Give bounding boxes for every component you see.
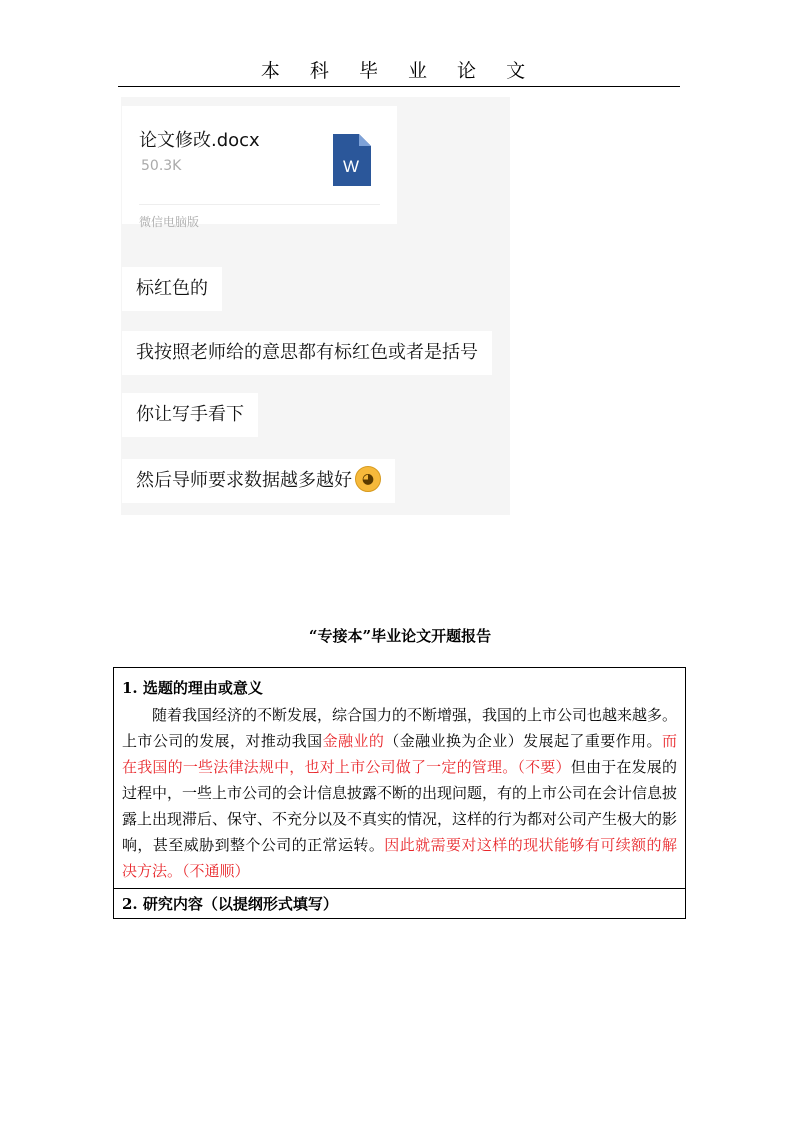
file-card-divider (139, 204, 380, 205)
file-source: 微信电脑版 (139, 215, 200, 229)
annotated-text: 金融业的 (322, 732, 385, 750)
page-header: 本 科 毕 业 论 文 (118, 56, 680, 87)
annotated-text: 因此就需要对这样的现状能够有可续额的解决方法。（不通顺） (122, 836, 677, 880)
message-bubble (122, 267, 222, 311)
text-segment: （金融业换为企业）发展起了重要作用。 (384, 732, 662, 750)
message-text: 然后导师要求数据越多越好 (136, 470, 352, 491)
section-body (122, 702, 677, 884)
section-heading: 2. 研究内容（以提纲形式填写） (114, 888, 685, 919)
file-card[interactable] (122, 106, 397, 229)
word-icon-label: W (342, 157, 360, 176)
message-bubble (122, 331, 492, 375)
chat-screenshot (121, 97, 510, 515)
report-table (113, 667, 686, 919)
text-segment: 随着我国经济的不断发展，综合国力的不断增强，我国的上市公司也越来越多。上市公司的发展，对推动我国 (122, 706, 678, 750)
annotated-text: 而在我国的一些法律法规中，也对上市公司做了一定的管理。（不要） (122, 732, 677, 776)
laugh-cry-emoji-icon: ◕ (355, 466, 381, 492)
word-document-icon (331, 134, 371, 186)
file-name: 论文修改.docx (139, 130, 260, 151)
message-text: 标红色的 (136, 278, 208, 299)
message-text: 你让写手看下 (136, 404, 244, 425)
message-text: 我按照老师给的意思都有标红色或者是括号 (136, 342, 478, 363)
message-bubble (122, 393, 258, 437)
section-heading: 1. 选题的理由或意义 (122, 679, 263, 697)
file-size: 50.3K (141, 158, 182, 174)
message-bubble (122, 459, 395, 503)
report-title: “专接本”毕业论文开题报告 (308, 627, 492, 645)
text-segment: 但由于在发展的过程中，一些上市公司的会计信息披露不断的出现问题，有的上市公司在会计信息披露上出现滞后、保守、不充分以及不真实的情况，这样的行为都对公司产生极大的影响，甚至威胁到整个公司的正常运转。 (122, 758, 678, 854)
